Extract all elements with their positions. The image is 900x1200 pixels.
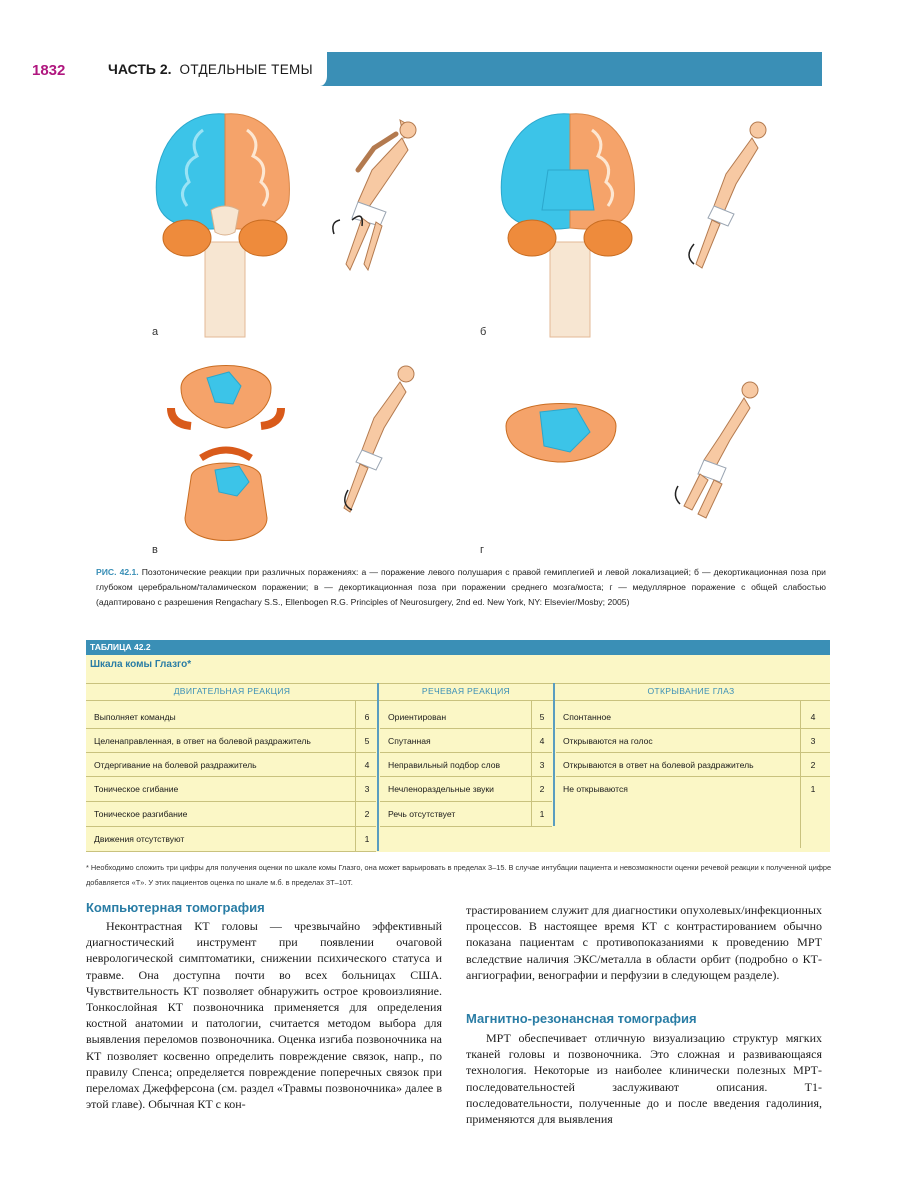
panel-b-figure — [689, 122, 766, 268]
figure-caption — [96, 565, 826, 610]
col-head-motor: ДВИГАТЕЛЬНАЯ РЕАКЦИЯ — [173, 686, 291, 696]
motor-row-text: Тоническое разгибание — [94, 809, 188, 819]
table-footnote: * Необходимо сложить три цифры для получения оценки по шкале комы Глазго, она может варьировать в пределах 3–15. В случае интубации пациента и невозможности оценки речевой реакции к полученной цифре добавляется «T». У этих пациентов оценка по шкале м.б. в пределах 3T–10T. — [86, 863, 832, 887]
motor-row-score: 5 — [364, 736, 370, 746]
table-label: ТАБЛИЦА 42.2 — [86, 640, 830, 655]
eyes-row-score: 2 — [810, 760, 816, 770]
motor-row-text: Выполняет команды — [94, 712, 176, 722]
mri-paragraph — [466, 1030, 822, 1127]
caption-title: РИС. 42.1. — [96, 567, 139, 577]
ct-paragraph — [86, 918, 442, 1112]
eyes-row-text: Не открываются — [563, 784, 628, 794]
figure-42-1 — [96, 96, 822, 556]
grid-line — [553, 683, 555, 826]
col-head-eyes: ОТКРЫВАНИЕ ГЛАЗ — [647, 686, 735, 696]
grid-line — [380, 826, 552, 827]
eyes-row-score: 4 — [810, 712, 816, 722]
panel-d-brain — [506, 404, 616, 463]
figure-label-a: а — [152, 326, 159, 338]
panel-b-brain — [501, 114, 634, 337]
motor-row-score: 3 — [364, 784, 370, 794]
eyes-row-score: 3 — [810, 736, 816, 746]
panel-d-figure — [675, 382, 758, 518]
running-header — [96, 52, 330, 86]
eyes-row-text: Открываются на голос — [563, 736, 653, 746]
header-part: ЧАСТЬ 2. — [108, 61, 172, 77]
mri-text: МРТ обеспечивает отличную визуализацию структур мягких тканей головы и позвоночника. Это сложная и развивающаяся технология. Некоторые из наиболее клинически полезных МРТ-последовательностей заслуживают описания. T1-последовательности, полученные до и после введения гадолиния, применяются для выявления — [466, 1031, 822, 1127]
ct-continued-text: трастированием служит для диагностики опухолевых/инфекционных процессов. В настоящее время КТ с контрастированием обычно показана пациентам с противопоказаниями к проведению МРТ вследствие наличия ЭКС/металла в области орбит (подробно о КТ-ангиографии, венографии и перфузии в следующем разделе). — [466, 903, 822, 982]
motor-row-text: Отдергивание на болевой раздражитель — [94, 760, 257, 770]
figure-label-b: б — [480, 326, 487, 338]
ct-text: Неконтрастная КТ головы — чрезвычайно эффективный диагностический инструмент при появлении очаговой неврологической симптоматики, снижении психического статуса и травме. Она доступна почти во всех больницах США. Чувствительность КТ позволяет обнаружить острое кровоизлияние. Тонкослойная КТ позвоночника применяется для определения костной анатомии и патологии, считается методом выбора для выявления переломов позвоночника. Оценка изгиба позвоночника на КТ позволяет косвенно определить повреждение связок, напр., по правилу Спенса; определяется повреждение поперечных связок при переломах Джефферсона (см. раздел «Травмы позвоночника» далее в этой главе). Обычная КТ с кон- — [86, 919, 442, 1112]
header-section: ОТДЕЛЬНЫЕ ТЕМЫ — [179, 61, 313, 77]
verbal-row-score: 4 — [539, 736, 545, 746]
col-head-verbal: РЕЧЕВАЯ РЕАКЦИЯ — [421, 686, 511, 696]
motor-row-text: Тоническое сгибание — [94, 784, 179, 794]
grid-line — [355, 700, 356, 851]
caption-text: Позотонические реакции при различных поражениях: а — поражение левого полушария с правой гемиплегией и левой локализацией; б — декортикационная поза при глубоком церебральном/таламическом поражении; в — декортикационная поза при поражении среднего мозга/моста; г — медуллярное поражение с общей слабостью (адаптировано с разрешения Rengachary S.S., Ellenbogen R.G. Principles of Neurosurgery, 2nd ed. New York, NY: Elsevier/Mosby; 2005) — [96, 567, 826, 607]
verbal-row-text: Нечленораздельные звуки — [388, 784, 494, 794]
eyes-row-text: Спонтанное — [563, 712, 612, 722]
verbal-row-score: 2 — [539, 784, 545, 794]
figure-label-d: г — [480, 544, 485, 556]
motor-row-score: 6 — [364, 712, 370, 722]
panel-a-figure — [333, 120, 416, 270]
table-title: Шкала комы Глазго* — [90, 659, 192, 670]
panel-c-brain — [171, 366, 281, 541]
ct-heading: Компьютерная томография — [86, 900, 265, 915]
grid-line — [86, 700, 830, 701]
figure-label-c: в — [152, 544, 158, 556]
eyes-row-score: 1 — [810, 784, 816, 794]
ct-continued-paragraph — [466, 902, 822, 983]
motor-row-score: 1 — [364, 834, 370, 844]
motor-row-text: Движения отсутствуют — [94, 834, 185, 844]
grid-line — [800, 700, 801, 848]
verbal-row-text: Спутанная — [388, 736, 431, 746]
grid-line — [531, 700, 532, 826]
motor-row-text: Целенаправленная, в ответ на болевой раздражитель — [94, 736, 311, 746]
verbal-row-text: Ориентирован — [388, 712, 447, 722]
verbal-row-score: 1 — [539, 809, 545, 819]
motor-row-score: 2 — [364, 809, 370, 819]
verbal-row-text: Речь отсутствует — [388, 809, 456, 819]
verbal-row-score: 5 — [539, 712, 545, 722]
motor-row-score: 4 — [364, 760, 370, 770]
mri-heading: Магнитно-резонансная томография — [466, 1011, 697, 1026]
eyes-row-text: Открываются в ответ на болевой раздражитель — [563, 760, 754, 770]
panel-a-brain — [156, 114, 289, 337]
verbal-row-score: 3 — [539, 760, 545, 770]
figure-illustration — [96, 96, 822, 556]
verbal-row-text: Неправильный подбор слов — [388, 760, 501, 770]
panel-c-figure — [344, 366, 414, 512]
grid-line — [86, 851, 376, 852]
grid-line — [86, 683, 830, 684]
grid-line — [377, 683, 379, 851]
page-number: 1832 — [32, 62, 66, 79]
